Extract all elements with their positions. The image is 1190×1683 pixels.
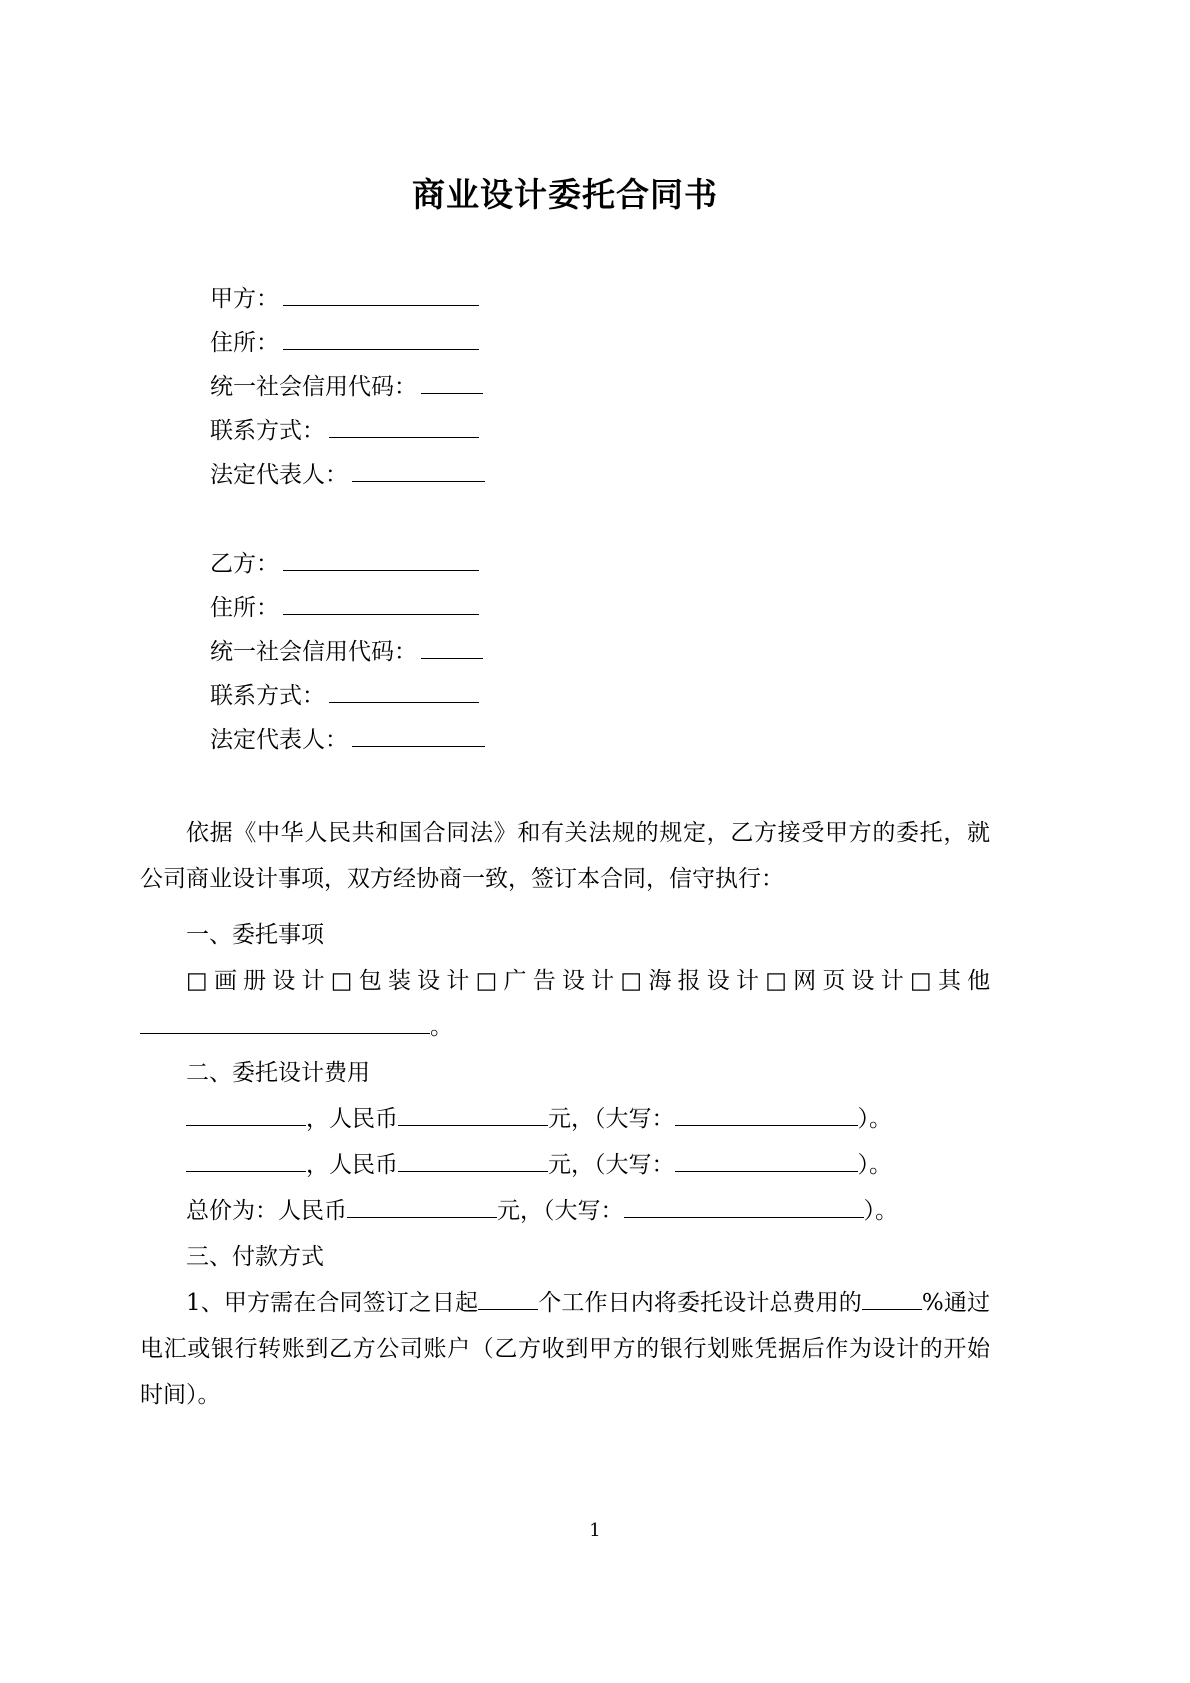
option-label-poster: 海报设计 xyxy=(648,967,766,994)
party-a-name-blank[interactable] xyxy=(283,285,479,306)
party-a-credit-code-blank[interactable] xyxy=(421,373,483,394)
total-price-unit: 元，（大写： xyxy=(497,1197,624,1224)
spacer xyxy=(140,902,990,912)
fee-2-uppercase-blank-wrap[interactable] xyxy=(850,1151,858,1172)
party-b-legal-rep-row xyxy=(210,718,990,762)
party-a-contact-label: 联系方式： xyxy=(210,417,325,444)
party-a-legal-rep-row xyxy=(210,453,990,497)
checkbox-packaging-icon[interactable]: □ xyxy=(330,967,359,994)
fee-1-unit: 元，（大写： xyxy=(548,1105,675,1132)
party-a-credit-code-label: 统一社会信用代码： xyxy=(210,373,417,400)
party-a-legal-rep-label: 法定代表人： xyxy=(210,461,348,488)
party-a-contact-blank[interactable] xyxy=(329,417,479,438)
fee-1-uppercase-blank[interactable] xyxy=(675,1105,850,1126)
option-label-other: 其他 xyxy=(937,967,991,994)
checkbox-other-icon[interactable]: □ xyxy=(909,967,938,994)
party-b-block xyxy=(140,542,990,762)
checkbox-advertising-icon[interactable]: □ xyxy=(475,967,504,994)
fee-2-item-blank[interactable] xyxy=(186,1151,306,1172)
total-price-amount-blank[interactable] xyxy=(347,1197,497,1218)
party-b-address-row xyxy=(210,586,990,630)
page-title: 商业设计委托合同书 xyxy=(412,175,718,214)
option-label-advertising: 广告设计 xyxy=(503,967,621,994)
party-a-block xyxy=(140,277,990,497)
fee-1-amount-blank[interactable] xyxy=(398,1105,548,1126)
party-a-credit-code-row xyxy=(210,365,990,409)
payment-item-1 xyxy=(140,1280,990,1418)
party-a-address-row xyxy=(210,321,990,365)
intro-paragraph: 依据《中华人民共和国合同法》和有关法规的规定，乙方接受甲方的委托，就公司商业设计事项，双方经协商一致，签订本合同，信守执行： xyxy=(140,819,990,892)
checkbox-album-icon[interactable]: □ xyxy=(186,967,214,994)
party-b-credit-code-blank[interactable] xyxy=(421,638,483,659)
section-two-heading: 二、委托设计费用 xyxy=(186,1059,370,1086)
party-b-name-row xyxy=(210,542,990,586)
payment-days-blank[interactable] xyxy=(478,1289,538,1310)
fee-2-separator: ，人民币 xyxy=(306,1151,398,1178)
checkbox-webpage-icon[interactable]: □ xyxy=(765,967,794,994)
document-content xyxy=(140,0,990,1418)
payment-item-1-text-a: 1、甲方需在合同签订之日起 xyxy=(186,1289,479,1316)
option-label-album: 画册设计 xyxy=(213,967,331,994)
total-price-uppercase-blank[interactable] xyxy=(624,1197,864,1218)
party-b-name-blank[interactable] xyxy=(283,550,479,571)
fee-2-uppercase-blank[interactable] xyxy=(675,1151,850,1172)
party-b-credit-code-row xyxy=(210,630,990,674)
party-b-address-blank[interactable] xyxy=(283,594,479,615)
party-b-name-label: 乙方： xyxy=(210,550,279,577)
section-one-period: 。 xyxy=(430,1013,453,1040)
section-one-options-paragraph xyxy=(140,958,990,1050)
fee-1-item-blank[interactable] xyxy=(186,1105,306,1126)
party-b-contact-blank[interactable] xyxy=(329,682,479,703)
checkbox-poster-icon[interactable]: □ xyxy=(620,967,649,994)
party-b-address-label: 住所： xyxy=(210,594,279,621)
section-one-heading: 一、委托事项 xyxy=(186,921,324,948)
party-b-legal-rep-label: 法定代表人： xyxy=(210,726,348,753)
option-label-webpage: 网页设计 xyxy=(793,967,910,994)
option-label-packaging: 包装设计 xyxy=(358,967,476,994)
fee-1-tail: ）。 xyxy=(857,1105,892,1132)
total-price-tail: ）。 xyxy=(863,1197,898,1224)
page-number: 1 xyxy=(589,1520,601,1541)
total-price-line xyxy=(140,1188,990,1234)
party-a-address-blank[interactable] xyxy=(283,329,479,350)
party-b-legal-rep-blank[interactable] xyxy=(352,726,485,747)
party-a-legal-rep-blank[interactable] xyxy=(352,461,485,482)
fee-2-tail: ）。 xyxy=(857,1151,892,1178)
payment-item-1-text-b: 个工作日内将委托设计总费用的 xyxy=(538,1289,862,1316)
total-price-label: 总价为：人民币 xyxy=(186,1197,347,1224)
option-other-blank-wrap[interactable] xyxy=(345,1013,430,1034)
party-a-name-label: 甲方： xyxy=(210,285,279,312)
fee-2-unit: 元，（大写： xyxy=(548,1151,675,1178)
option-other-blank[interactable] xyxy=(140,1013,345,1034)
fee-line-2 xyxy=(140,1142,990,1188)
fee-1-separator: ，人民币 xyxy=(306,1105,398,1132)
party-a-name-row xyxy=(210,277,990,321)
fee-line-1 xyxy=(140,1096,990,1142)
payment-percent-blank[interactable] xyxy=(862,1289,922,1310)
party-b-contact-label: 联系方式： xyxy=(210,682,325,709)
party-a-address-label: 住所： xyxy=(210,329,279,356)
fee-2-amount-blank[interactable] xyxy=(398,1151,548,1172)
party-b-credit-code-label: 统一社会信用代码： xyxy=(210,638,417,665)
party-a-contact-row xyxy=(210,409,990,453)
section-three-heading: 三、付款方式 xyxy=(186,1243,324,1270)
payment-item-1-text-c: %通过电汇或银行转账到乙方公司账户（乙方收到甲方的银行划账凭据后作为设计的开始时间）。 xyxy=(140,1289,990,1408)
party-b-contact-row xyxy=(210,674,990,718)
fee-1-uppercase-blank-wrap[interactable] xyxy=(850,1105,858,1126)
